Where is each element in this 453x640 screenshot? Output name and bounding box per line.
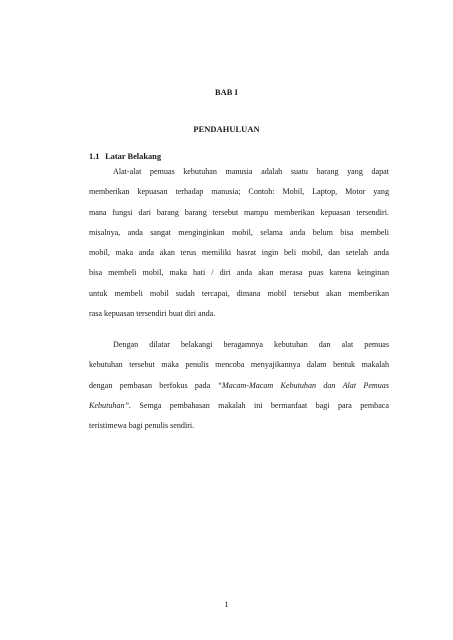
paragraph-2: [89, 335, 389, 436]
paragraph-line: misalnya, anda sangat menginginkan mobil, selama anda belum bisa membeli: [89, 227, 389, 237]
paragraph-line: [89, 396, 389, 416]
section-title: Latar Belakang: [105, 152, 162, 161]
chapter-title: PENDAHULUAN: [193, 125, 260, 134]
section-heading: [89, 152, 161, 161]
paragraph-line: memberikan kepuasan terhadap manusia; Contoh: Mobil, Laptop, Motor yang: [89, 187, 389, 197]
paragraph-line: kebutuhan tersebut maka penulis mencoba menyajikannya dalam bentuk makalah: [89, 360, 389, 370]
paragraph-line: mana fungsi dari barang barang tersebut mampu memberikan kepuasan tersendiri.: [89, 207, 389, 217]
italic-title: “Macam-Macam Kebutuhan dan Alat Pemuas: [217, 380, 389, 390]
paragraph-line: bisa membeli mobil, maka hati / diri anda akan merasa puas karena keinginan: [89, 268, 389, 278]
line-text: Semga pembahasan makalah ini bermanfaat bagi para pembaca: [131, 400, 389, 410]
paragraph-line: Alat-alat pemuas kebutuhan manusia adalah suatu barang yang dapat: [113, 167, 389, 176]
paragraph-line: untuk membeli mobil sudah tercapai, dimana mobil tersebut akan memberikan: [89, 288, 389, 298]
paragraph-line: teristimewa bagi penulis sendiri.: [89, 421, 195, 431]
section-number: 1.1: [89, 152, 100, 161]
paragraph-1: [89, 162, 389, 324]
paragraph-line: rasa kepuasan tersendiri buat diri anda.: [89, 309, 216, 319]
italic-title-end: Kebutuhan”.: [89, 400, 132, 410]
paragraph-line: Dengan dilatar belakangi beragamnya kebutuhan dan alat pemuas: [113, 340, 389, 349]
line-text: dengan pembasan berfokus pada: [89, 380, 218, 390]
paragraph-line: [89, 376, 389, 396]
page-number: 1: [224, 600, 229, 609]
chapter-heading: BAB I: [214, 88, 239, 97]
paragraph-line: mobil, maka anda akan terus memiliki hasrat ingin beli mobil, dan setelah anda: [89, 248, 389, 258]
